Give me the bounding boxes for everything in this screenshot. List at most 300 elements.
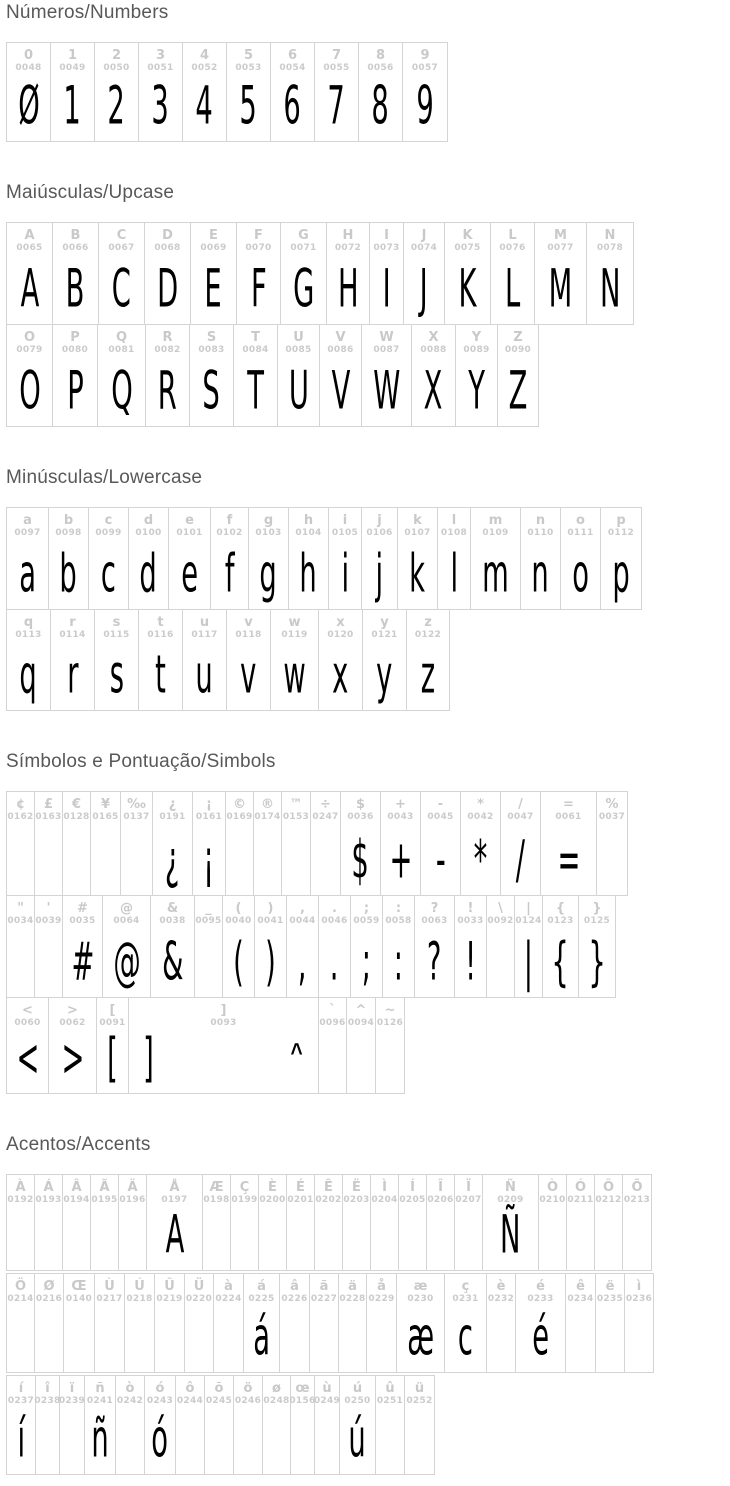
char-cell-0042 (461, 792, 501, 895)
glyph-box (315, 1407, 339, 1474)
char-cell-0033 (455, 896, 487, 997)
glyph-box (438, 539, 470, 609)
char-code: 0104 (295, 528, 322, 538)
char-label: å (377, 1279, 386, 1294)
rendered-glyph: . (330, 931, 339, 993)
char-code: 0217 (96, 1294, 123, 1304)
char-cell-0163 (35, 792, 63, 895)
char-cell-0093 (129, 998, 319, 1093)
char-code: 0117 (191, 630, 218, 640)
section-lowercase (6, 467, 730, 711)
char-label: l (451, 513, 457, 528)
char-label: z (424, 615, 432, 630)
glyph-box (363, 641, 406, 710)
glyph-box (539, 1206, 566, 1270)
glyph-box (129, 1029, 318, 1093)
char-label: 5 (243, 48, 254, 63)
glyph-box (139, 74, 182, 141)
rendered-glyph: ) (265, 931, 276, 993)
rendered-glyph: 9 (416, 75, 434, 137)
rendered-glyph: R (157, 360, 178, 422)
char-cell-0236 (625, 1274, 653, 1372)
rendered-glyph: u (195, 644, 214, 706)
char-label: Ô (602, 1180, 615, 1195)
char-code: 0055 (323, 63, 350, 73)
rendered-glyph: 1 (63, 75, 82, 137)
char-label: J (421, 228, 427, 243)
char-label: Û (164, 1279, 175, 1294)
char-code: 0041 (257, 916, 284, 926)
char-code: 0212 (595, 1195, 622, 1205)
char-cell-0206 (427, 1175, 455, 1270)
char-cell-0203 (343, 1175, 371, 1270)
section-title-uppercase: Maiúsculas/Upcase (6, 182, 175, 203)
rendered-glyph: S (202, 360, 221, 422)
char-code: 0236 (625, 1294, 653, 1304)
char-cell-0088 (412, 325, 456, 426)
char-code: 0094 (347, 1018, 375, 1028)
glyph-box (515, 927, 542, 997)
glyph-box (234, 1407, 262, 1474)
char-cell-0174 (254, 792, 282, 895)
glyph-box (7, 1029, 48, 1093)
char-cell-0059 (351, 896, 383, 997)
char-cell-0104 (289, 508, 329, 609)
glyph-box (427, 1206, 454, 1270)
char-code: 0250 (344, 1396, 371, 1406)
char-label: L (508, 228, 517, 243)
char-code: 0244 (176, 1396, 204, 1406)
char-label: k (413, 513, 422, 528)
char-label: ÷ (320, 797, 331, 812)
char-cell-0046 (319, 896, 351, 997)
glyph-box (203, 1206, 230, 1270)
glyph-box (311, 823, 340, 895)
rendered-glyph: > (61, 1027, 84, 1089)
rendered-glyph: F (250, 258, 267, 320)
rendered-glyph: c (457, 1306, 474, 1368)
glyph-box (146, 356, 189, 426)
glyph-box (63, 927, 102, 997)
char-cell-0219 (155, 1274, 185, 1372)
char-code: 0121 (371, 630, 398, 640)
glyph-box (381, 823, 420, 895)
char-cell-0082 (146, 325, 190, 426)
char-label: ' (46, 901, 51, 916)
glyph-box (487, 927, 514, 997)
glyph-box (51, 74, 94, 141)
char-cell-0085 (278, 325, 320, 426)
rendered-glyph: | (523, 931, 534, 993)
rendered-glyph: J (419, 258, 429, 320)
glyph-box (259, 1206, 286, 1270)
char-row (6, 222, 634, 325)
char-label: À (15, 1180, 26, 1195)
glyph-box (129, 539, 168, 609)
glyph-box (169, 539, 210, 609)
rendered-glyph: / (515, 829, 526, 891)
char-code: 0229 (368, 1294, 395, 1304)
char-code: 0211 (567, 1195, 594, 1205)
char-label: à (224, 1279, 233, 1294)
rendered-glyph-caret: ^ (290, 1037, 303, 1067)
char-label: ï (69, 1381, 75, 1396)
char-code: 0197 (161, 1195, 188, 1205)
char-row (6, 1273, 654, 1373)
char-cell-0094 (347, 998, 376, 1093)
rendered-glyph: k (409, 543, 426, 605)
char-code: 0071 (290, 243, 317, 253)
char-code: 0243 (146, 1396, 174, 1406)
char-label: Ç (239, 1180, 250, 1195)
char-cell-0087 (362, 325, 412, 426)
char-row (6, 895, 616, 998)
char-cell-0216 (35, 1274, 64, 1372)
char-code: 0061 (555, 812, 582, 822)
char-label: > (67, 1003, 78, 1018)
glyph-box (282, 823, 310, 895)
glyph-box (310, 1305, 338, 1372)
glyph-box (320, 356, 361, 426)
rendered-glyph: A (165, 1204, 184, 1266)
char-label: í (18, 1381, 24, 1396)
char-code: 0214 (7, 1294, 34, 1304)
glyph-box (271, 641, 318, 710)
char-code: 0106 (366, 528, 393, 538)
char-cell-0105 (329, 508, 362, 609)
char-code: 0249 (313, 1396, 341, 1406)
char-cell-0137 (121, 792, 153, 895)
char-cell-0055 (315, 43, 359, 141)
char-cell-0122 (407, 610, 449, 710)
rendered-glyph: + (389, 829, 412, 891)
char-code: 0202 (315, 1195, 342, 1205)
rendered-glyph: e (181, 543, 198, 605)
char-code: 0123 (547, 916, 574, 926)
glyph-box (280, 1305, 309, 1372)
glyph-box (35, 927, 62, 997)
glyph-box (227, 74, 270, 141)
char-cell-0193 (35, 1175, 63, 1270)
char-label: 6 (287, 48, 298, 63)
char-code: 0232 (487, 1294, 515, 1304)
glyph-box (359, 74, 402, 141)
glyph-box (7, 1206, 34, 1270)
rendered-glyph: ú (348, 1408, 367, 1470)
rendered-glyph: K (458, 258, 477, 320)
char-code: 0192 (7, 1195, 34, 1205)
char-code: 0140 (65, 1294, 93, 1304)
glyph-box (125, 1305, 154, 1372)
char-code: 0108 (440, 528, 468, 538)
char-cell-0156 (291, 1376, 315, 1474)
glyph-box (501, 823, 540, 895)
char-cell-0035 (63, 896, 103, 997)
char-cell-0194 (63, 1175, 91, 1270)
char-label: ñ (95, 1381, 105, 1396)
char-code: 0252 (406, 1396, 433, 1406)
char-cell-0034 (7, 896, 35, 997)
char-cell-0065 (7, 223, 53, 324)
char-code: 0207 (455, 1195, 482, 1205)
char-code: 0038 (159, 916, 186, 926)
section-title-lowercase: Minúsculas/Lowercase (6, 467, 203, 488)
rendered-glyph: Z (508, 360, 528, 422)
char-label: ö (243, 1381, 253, 1396)
char-label: ä (348, 1279, 357, 1294)
char-cell-0048 (7, 43, 51, 141)
rendered-glyph: O (18, 360, 41, 422)
rendered-glyph: 3 (151, 75, 170, 137)
char-label: i (342, 513, 348, 528)
char-code: 0114 (59, 630, 86, 640)
char-label: é (536, 1279, 545, 1294)
rendered-glyph: Q (110, 360, 133, 422)
glyph-box (64, 1305, 94, 1372)
rendered-glyph: ? (427, 931, 442, 993)
char-label: Æ (209, 1180, 224, 1195)
char-code: 0052 (191, 63, 218, 73)
rendered-glyph: ¡ (203, 829, 215, 891)
char-cell-0102 (211, 508, 249, 609)
char-code: 0113 (15, 630, 42, 640)
char-code: 0078 (596, 243, 624, 253)
char-cell-0123 (543, 896, 579, 997)
section-title-symbols: Símbolos e Pontuação/Simbols (6, 751, 276, 772)
glyph-box (193, 823, 225, 895)
char-label: Á (43, 1180, 54, 1195)
char-label: á (257, 1279, 266, 1294)
char-code: 0120 (327, 630, 354, 640)
char-code: 0116 (147, 630, 174, 640)
char-cell-0063 (415, 896, 455, 997)
char-cell-0060 (7, 998, 49, 1093)
char-label: ë (605, 1279, 615, 1294)
char-label: ® (261, 797, 274, 812)
char-cell-0038 (151, 896, 195, 997)
char-label: Q (115, 330, 128, 345)
rendered-glyph: w (283, 644, 306, 706)
char-code: 0057 (411, 63, 439, 73)
char-label: j (377, 513, 382, 528)
rendered-glyph: 2 (107, 75, 126, 137)
char-label: æ (413, 1279, 428, 1294)
char-code: 0056 (367, 63, 394, 73)
rendered-glyph: L (504, 258, 521, 320)
char-code: 0246 (234, 1396, 262, 1406)
glyph-box (7, 823, 34, 895)
char-cell-0081 (98, 325, 146, 426)
char-label: ™ (289, 797, 303, 812)
char-row (6, 997, 405, 1094)
char-cell-0162 (7, 792, 35, 895)
rendered-glyph: q (19, 644, 38, 706)
char-cell-0228 (339, 1274, 367, 1372)
rendered-glyph: E (204, 258, 223, 320)
rendered-glyph: Y (468, 360, 485, 422)
char-label: g (263, 513, 274, 528)
char-code: 0241 (86, 1396, 114, 1406)
glyph-box (315, 1206, 342, 1270)
char-cell-0227 (310, 1274, 339, 1372)
char-label: è (496, 1279, 506, 1294)
glyph-box (99, 254, 144, 324)
rendered-glyph: W (372, 360, 401, 422)
glyph-box (155, 1305, 184, 1372)
char-cell-0198 (203, 1175, 231, 1270)
char-cell-0243 (145, 1376, 176, 1474)
char-code: 0042 (467, 812, 494, 822)
char-label: û (385, 1381, 395, 1396)
char-code: 0124 (515, 916, 542, 926)
char-code: 0045 (427, 812, 454, 822)
section-symbols (6, 751, 730, 1094)
char-code: 0209 (497, 1195, 524, 1205)
char-cell-0120 (319, 610, 363, 710)
char-label: & (166, 901, 179, 916)
char-label: o (576, 513, 585, 528)
rendered-glyph: t (155, 644, 166, 706)
char-code: 0191 (159, 812, 186, 822)
rendered-glyph: B (66, 258, 85, 320)
glyph-box (153, 823, 192, 895)
rendered-glyph: p (612, 543, 630, 605)
char-code: 0235 (596, 1294, 624, 1304)
char-cell-0204 (371, 1175, 399, 1270)
char-code: 0058 (385, 916, 412, 926)
glyph-box (319, 641, 362, 710)
char-cell-0100 (129, 508, 169, 609)
char-cell-0096 (319, 998, 347, 1093)
glyph-box (7, 1407, 35, 1474)
glyph-box (498, 356, 538, 426)
char-code: 0118 (235, 630, 262, 640)
rendered-glyph: ] (143, 1027, 154, 1089)
char-label: Ü (193, 1279, 205, 1294)
char-label: T (251, 330, 260, 345)
char-label: ò (125, 1381, 135, 1396)
char-row (6, 507, 642, 610)
char-code: 0064 (113, 916, 140, 926)
rendered-glyph: b (59, 543, 78, 605)
char-row (6, 42, 448, 142)
char-label: | (526, 901, 531, 916)
char-cell-0067 (99, 223, 145, 324)
char-code: 0128 (63, 812, 90, 822)
char-code: 0053 (235, 63, 262, 73)
char-label: a (23, 513, 32, 528)
char-label: Ñ (505, 1180, 516, 1195)
char-label: Â (71, 1180, 82, 1195)
rendered-glyph: v (240, 644, 257, 706)
rendered-glyph: j (375, 543, 384, 605)
char-code: 0062 (59, 1018, 86, 1028)
char-code: 0080 (61, 345, 89, 355)
char-code: 0122 (414, 630, 442, 640)
rendered-glyph: N (599, 258, 621, 320)
char-label: 1 (67, 48, 78, 63)
glyph-box (211, 539, 248, 609)
char-cell-0199 (231, 1175, 259, 1270)
rendered-glyph: # (71, 931, 94, 993)
char-label: ! (467, 901, 474, 916)
char-cell-0140 (64, 1274, 95, 1372)
rendered-glyph: = (557, 829, 580, 891)
section-uppercase (6, 182, 730, 427)
glyph-box (567, 1206, 594, 1270)
glyph-box (347, 1029, 375, 1093)
char-code: 0205 (399, 1195, 426, 1205)
rendered-glyph: M (548, 258, 573, 320)
char-label: @ (120, 901, 133, 916)
glyph-box (151, 927, 194, 997)
rendered-glyph: x (332, 644, 349, 706)
rendered-glyph: ñ (91, 1408, 109, 1470)
glyph-box (244, 1305, 279, 1372)
char-label: ? (430, 901, 439, 916)
char-cell-0249 (315, 1376, 340, 1474)
char-cell-0074 (404, 223, 445, 324)
char-label: e (185, 513, 194, 528)
char-label: " (17, 901, 24, 916)
char-cell-0245 (205, 1376, 234, 1474)
char-cell-0116 (139, 610, 183, 710)
char-label: V (335, 330, 346, 345)
glyph-box (291, 1407, 314, 1474)
char-cell-0200 (259, 1175, 287, 1270)
char-code: 0099 (95, 528, 122, 538)
char-label: q (23, 615, 34, 630)
glyph-box (587, 254, 633, 324)
glyph-box (376, 1029, 404, 1093)
glyph-box (487, 1305, 515, 1372)
char-cell-0247 (311, 792, 341, 895)
char-code: 0242 (116, 1396, 144, 1406)
char-cell-0036 (341, 792, 381, 895)
char-label: ã (319, 1279, 329, 1294)
char-code: 0051 (147, 63, 174, 73)
char-cell-0112 (601, 508, 641, 609)
char-cell-0197 (147, 1175, 203, 1270)
char-label: Œ (71, 1279, 87, 1294)
glyph-box (254, 823, 281, 895)
char-label: M (554, 228, 567, 243)
char-label: ] (220, 1003, 227, 1018)
char-label: © (233, 797, 246, 812)
char-label: ` (329, 1003, 336, 1018)
char-cell-0205 (399, 1175, 427, 1270)
char-cell-0248 (263, 1376, 291, 1474)
char-cell-0191 (153, 792, 193, 895)
char-label: Z (513, 330, 523, 345)
rendered-glyph: ! (465, 931, 476, 993)
char-label: œ (295, 1381, 310, 1396)
rendered-glyph: a (19, 543, 36, 605)
char-cell-0083 (190, 325, 234, 426)
glyph-box (289, 539, 328, 609)
rendered-glyph: 5 (239, 75, 258, 137)
section-numbers (6, 2, 730, 142)
rendered-glyph: P (66, 360, 84, 422)
glyph-box (455, 927, 486, 997)
char-label: ¥ (100, 797, 111, 812)
glyph-box (623, 1206, 651, 1270)
char-code: 0035 (69, 916, 96, 926)
char-label: : (395, 901, 402, 916)
rendered-glyph: V (331, 360, 350, 422)
char-code: 0248 (263, 1396, 290, 1406)
rendered-glyph: : (393, 931, 404, 993)
